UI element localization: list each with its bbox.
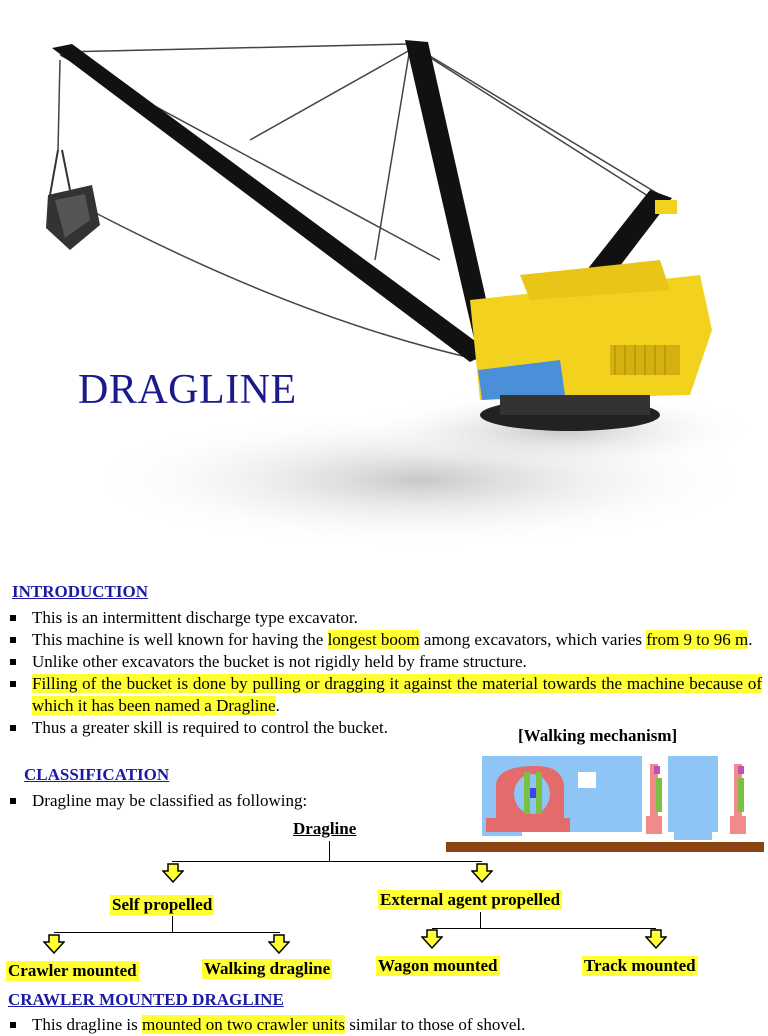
tree-node-wagon-mounted: Wagon mounted: [378, 956, 498, 975]
tree-node-self-propelled: Self propelled: [112, 895, 213, 914]
list-item: Dragline may be classified as following:: [10, 790, 430, 812]
list-item: Thus a greater skill is required to control the bucket.: [10, 717, 452, 739]
classification-heading: CLASSIFICATION: [24, 765, 170, 784]
list-item: Unlike other excavators the bucket is not rigidly held by frame structure.: [10, 651, 762, 673]
tree-connector: [54, 932, 280, 933]
tree-connector: [329, 841, 330, 861]
tree-connector: [432, 928, 656, 929]
tree-node-walking-dragline: Walking dragline: [204, 959, 331, 978]
tree-node-track-mounted: Track mounted: [584, 956, 696, 975]
tree-connector: [172, 861, 482, 862]
tree-node-external-agent-propelled: External agent propelled: [380, 890, 561, 909]
tree-node-crawler-mounted: Crawler mounted: [8, 961, 137, 980]
list-item: Filling of the bucket is done by pulling or dragging it against the material towards the machine because of which it has been named a Dragline.: [10, 673, 762, 717]
list-item: This is an intermittent discharge type excavator.: [10, 607, 762, 629]
arrow-down-icon: [645, 929, 667, 949]
tree-connector: [480, 912, 481, 928]
crawler-list: [10, 1014, 762, 1036]
arrow-down-icon: [43, 934, 65, 954]
crawler-mounted-heading: CRAWLER MOUNTED DRAGLINE: [8, 990, 284, 1009]
page-title: DRAGLINE: [78, 367, 297, 413]
arrow-down-icon: [471, 863, 493, 883]
list-item: This machine is well known for having the longest boom among excavators, which varies from 9 to 96 m.: [10, 629, 762, 651]
classification-list: [10, 790, 430, 812]
walking-mechanism-caption: [Walking mechanism]: [518, 726, 678, 745]
introduction-heading: INTRODUCTION: [12, 582, 149, 601]
introduction-list: [10, 607, 762, 739]
arrow-down-icon: [421, 929, 443, 949]
arrow-down-icon: [162, 863, 184, 883]
list-item: This dragline is mounted on two crawler units similar to those of shovel.: [10, 1014, 762, 1036]
walking-mechanism-diagram: [446, 752, 764, 856]
arrow-down-icon: [268, 934, 290, 954]
tree-connector: [172, 916, 173, 932]
tree-root-dragline: Dragline: [293, 819, 357, 838]
